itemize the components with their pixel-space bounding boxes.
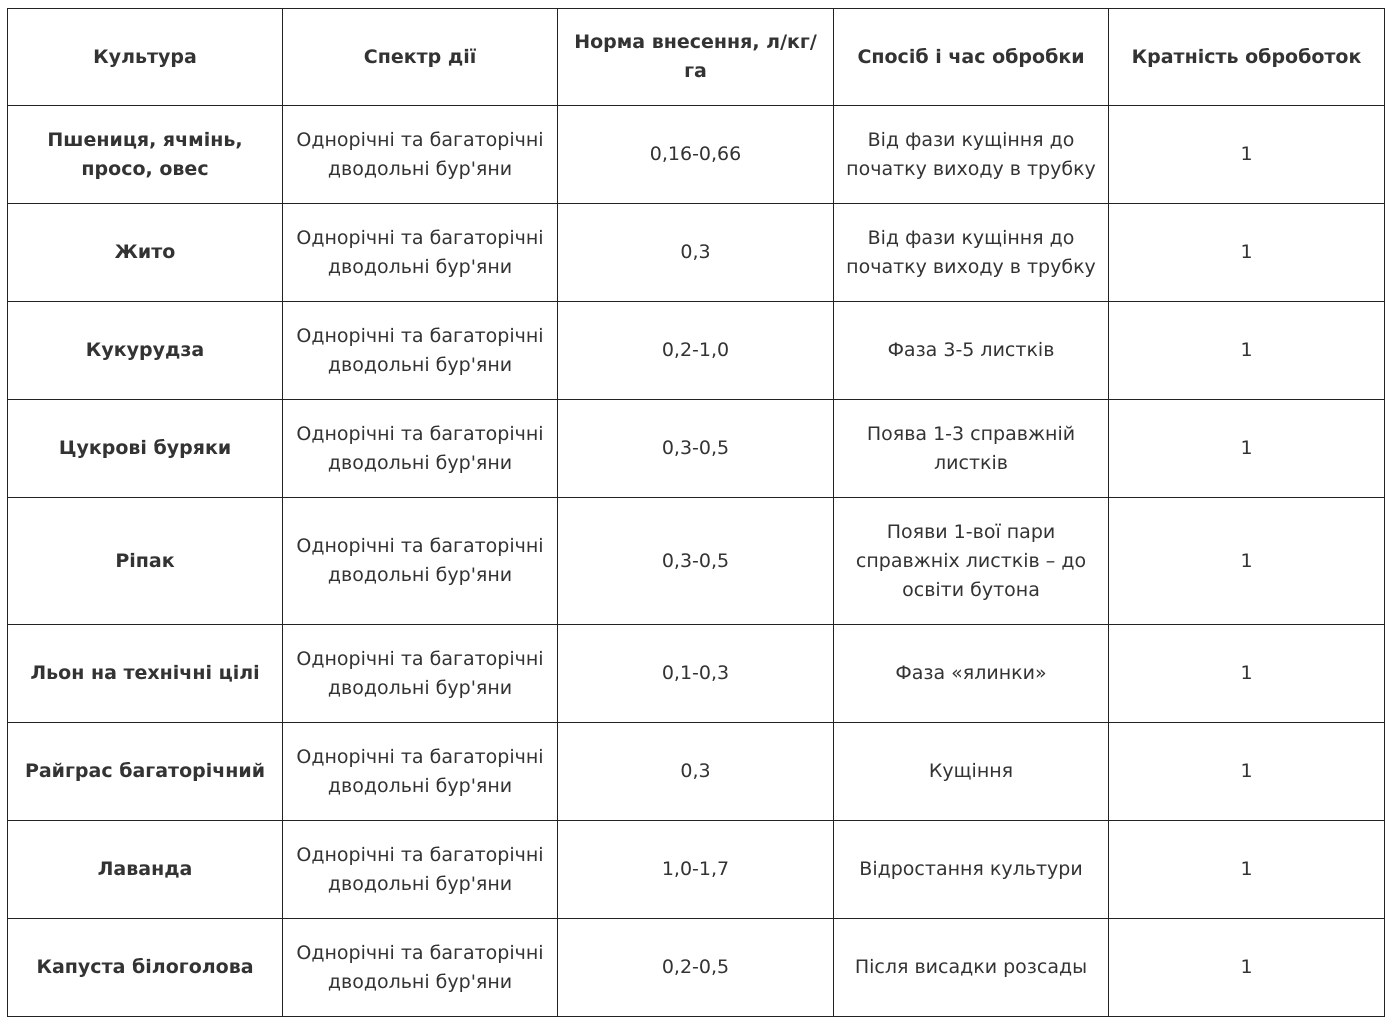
cell-crop: Капуста білоголова [8,919,283,1017]
cell-method: Від фази кущіння до початку виходу в трубку [834,204,1109,302]
herbicide-application-table [7,8,1385,1017]
table-row [8,302,1385,400]
cell-rate: 0,2-1,0 [558,302,834,400]
cell-spectrum: Однорічні та багаторічні дводольні бур'яни [283,106,558,204]
cell-count: 1 [1109,625,1385,723]
cell-method: Поява 1-3 справжній листків [834,400,1109,498]
cell-method: Фаза «ялинки» [834,625,1109,723]
cell-crop: Пшениця, ячмінь, просо, овес [8,106,283,204]
table-row [8,204,1385,302]
cell-spectrum: Однорічні та багаторічні дводольні бур'яни [283,821,558,919]
table-row [8,723,1385,821]
cell-count: 1 [1109,821,1385,919]
header-method: Спосіб і час обробки [834,9,1109,106]
cell-count: 1 [1109,723,1385,821]
cell-crop: Льон на технічні цілі [8,625,283,723]
table-body [8,106,1385,1017]
cell-method: Відростання культури [834,821,1109,919]
cell-rate: 0,2-0,5 [558,919,834,1017]
table-header [8,9,1385,106]
cell-method: Фаза 3-5 листків [834,302,1109,400]
cell-method: Після висадки розсады [834,919,1109,1017]
cell-rate: 0,3 [558,723,834,821]
cell-method: Від фази кущіння до початку виходу в трубку [834,106,1109,204]
header-spectrum: Спектр дії [283,9,558,106]
cell-count: 1 [1109,919,1385,1017]
cell-method: Кущіння [834,723,1109,821]
table-row [8,106,1385,204]
cell-spectrum: Однорічні та багаторічні дводольні бур'яни [283,723,558,821]
cell-spectrum: Однорічні та багаторічні дводольні бур'яни [283,400,558,498]
cell-crop: Жито [8,204,283,302]
cell-rate: 0,3-0,5 [558,498,834,625]
cell-crop: Кукурудза [8,302,283,400]
cell-spectrum: Однорічні та багаторічні дводольні бур'яни [283,302,558,400]
cell-count: 1 [1109,106,1385,204]
cell-crop: Ріпак [8,498,283,625]
cell-method: Появи 1-вої пари справжніх листків – до освіти бутона [834,498,1109,625]
cell-spectrum: Однорічні та багаторічні дводольні бур'яни [283,919,558,1017]
cell-crop: Райграс багаторічний [8,723,283,821]
cell-spectrum: Однорічні та багаторічні дводольні бур'яни [283,625,558,723]
table-row [8,498,1385,625]
cell-rate: 0,16-0,66 [558,106,834,204]
cell-count: 1 [1109,204,1385,302]
table-row [8,919,1385,1017]
header-rate: Норма внесення, л/кг/га [558,9,834,106]
cell-count: 1 [1109,400,1385,498]
cell-rate: 0,1-0,3 [558,625,834,723]
cell-rate: 0,3 [558,204,834,302]
header-row [8,9,1385,106]
table-row [8,400,1385,498]
cell-count: 1 [1109,498,1385,625]
cell-spectrum: Однорічні та багаторічні дводольні бур'яни [283,498,558,625]
header-count: Кратність оброботок [1109,9,1385,106]
cell-rate: 0,3-0,5 [558,400,834,498]
table-container [7,8,1385,1017]
cell-count: 1 [1109,302,1385,400]
cell-rate: 1,0-1,7 [558,821,834,919]
table-row [8,821,1385,919]
header-crop: Культура [8,9,283,106]
table-row [8,625,1385,723]
cell-crop: Лаванда [8,821,283,919]
cell-crop: Цукрові буряки [8,400,283,498]
cell-spectrum: Однорічні та багаторічні дводольні бур'яни [283,204,558,302]
